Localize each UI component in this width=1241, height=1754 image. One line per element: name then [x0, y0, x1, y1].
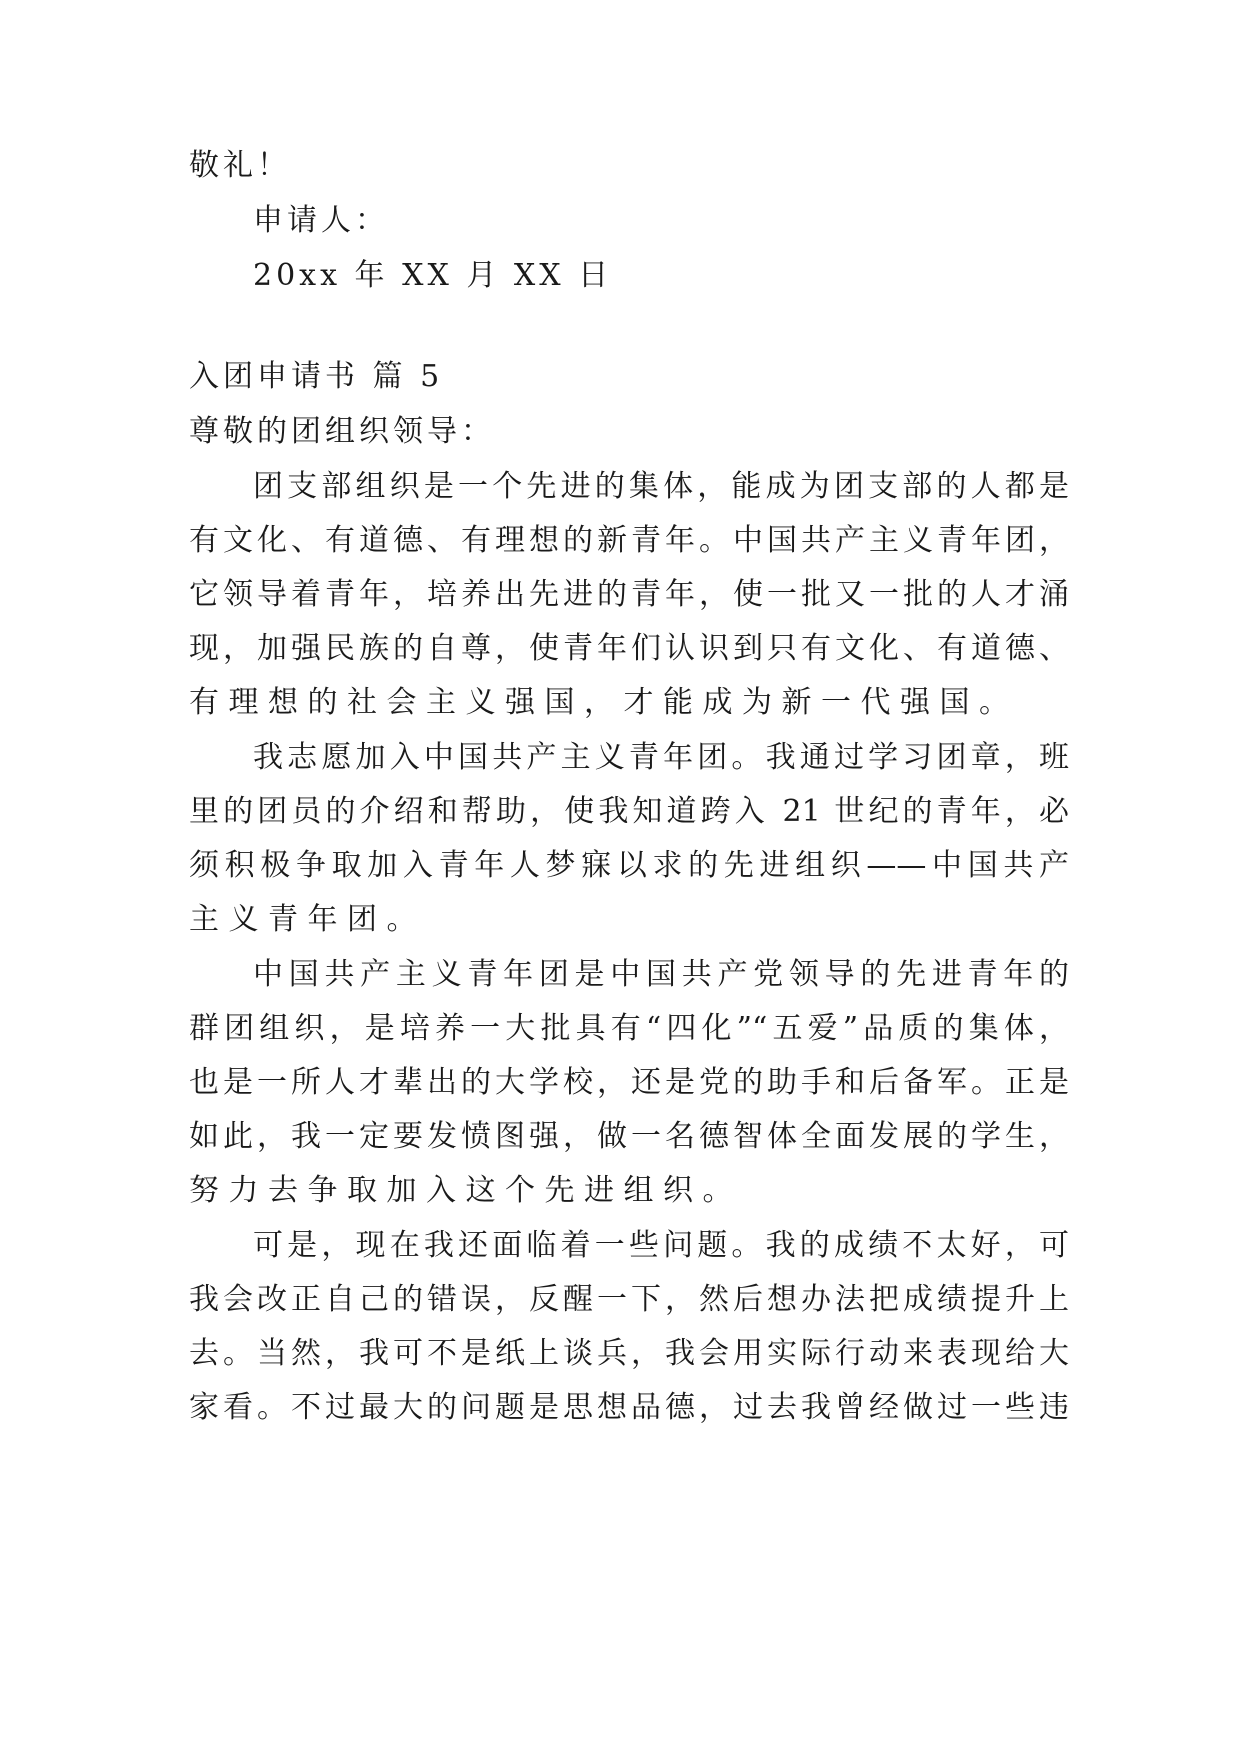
paragraph-line: 我志愿加入中国共产主义青年团。我通过学习团章，班: [253, 740, 1069, 775]
section-title: 入团申请书 篇 5: [189, 359, 444, 394]
application-date: 20xx 年 XX 月 XX 日: [253, 258, 613, 293]
paragraph-line: 主义青年团。: [189, 902, 426, 937]
paragraph-line: 群团组织，是培养一大批具有“四化”“五爱”品质的集体，: [189, 1011, 1069, 1046]
paragraph-line: 可是，现在我还面临着一些问题。我的成绩不太好，可: [253, 1228, 1069, 1263]
paragraph-line: 如此，我一定要发愤图强，做一名德智体全面发展的学生，: [189, 1119, 1069, 1154]
paragraph-line: 里的团员的介绍和帮助，使我知道跨入 21 世纪的青年，必: [189, 794, 1069, 829]
paragraph-line: 也是一所人才辈出的大学校，还是党的助手和后备军。正是: [189, 1065, 1069, 1100]
paragraph-line: 我会改正自己的错误，反醒一下，然后想办法把成绩提升上: [189, 1282, 1069, 1317]
paragraph-line: 有理想的社会主义强国，才能成为新一代强国。: [189, 685, 1019, 720]
paragraph-line: 团支部组织是一个先进的集体，能成为团支部的人都是: [253, 469, 1069, 504]
paragraph-line: 家看。不过最大的问题是思想品德，过去我曾经做过一些违: [189, 1390, 1069, 1425]
paragraph-line: 努力去争取加入这个先进组织。: [189, 1173, 742, 1208]
applicant-label: 申请人：: [253, 203, 389, 238]
greeting-line: 尊敬的团组织领导：: [189, 414, 495, 449]
paragraph-line: 去。当然，我可不是纸上谈兵，我会用实际行动来表现给大: [189, 1336, 1069, 1371]
paragraph-line: 现，加强民族的自尊，使青年们认识到只有文化、有道德、: [189, 631, 1069, 666]
paragraph-line: 中国共产主义青年团是中国共产党领导的先进青年的: [253, 957, 1069, 992]
closing-salute: 敬礼！: [189, 148, 291, 183]
paragraph-line: 它领导着青年，培养出先进的青年，使一批又一批的人才涌: [189, 577, 1069, 612]
paragraph-line: 有文化、有道德、有理想的新青年。中国共产主义青年团，: [189, 523, 1069, 558]
paragraph-line: 须积极争取加入青年人梦寐以求的先进组织——中国共产: [189, 848, 1069, 883]
